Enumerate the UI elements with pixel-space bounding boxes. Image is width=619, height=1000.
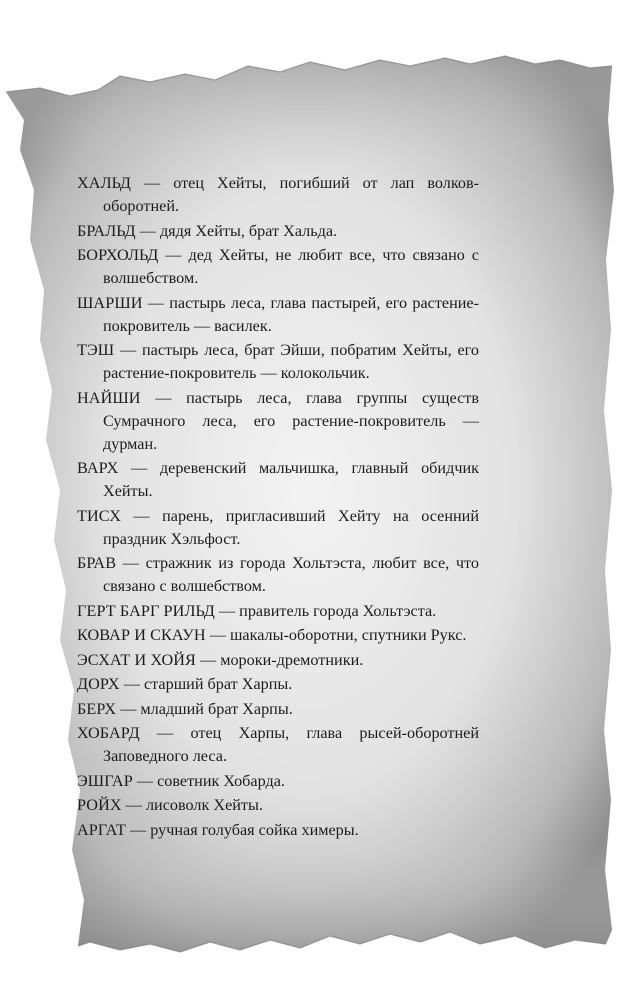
character-description: — младший брат Харпы. xyxy=(116,699,293,718)
character-entry-varh xyxy=(77,457,479,503)
character-description: — шакалы-оборотни, спутники Рукс. xyxy=(205,626,467,644)
character-entry-royh xyxy=(77,794,479,817)
character-description: — дед Хейты, не любит все, что связано с волшебством. xyxy=(103,246,479,287)
character-description: — стражник из города Хольтэста, любит все, что связано с волшебством. xyxy=(103,554,479,595)
character-entry-berh xyxy=(77,698,479,721)
character-entry-sharshi xyxy=(77,292,479,338)
character-description: — пастырь леса, глава пастырей, его растение-покровитель — василек. xyxy=(103,293,479,335)
character-name: БОРХОЛЬД xyxy=(77,246,159,264)
character-entry-kovar-skaun xyxy=(77,624,479,647)
character-name: ЭСХАТ И ХОЙЯ xyxy=(77,650,196,669)
character-name: БРАВ xyxy=(77,554,117,572)
character-name: АРГАТ xyxy=(77,820,126,839)
character-description: — лисоволк Хейты. xyxy=(121,796,263,814)
character-entry-tish xyxy=(77,505,479,551)
character-description: — отец Хейты, погибший от лап волков-оборотней. xyxy=(103,174,479,215)
character-name: ХАЛЬД xyxy=(77,174,132,192)
character-entry-nayshi xyxy=(77,387,479,456)
character-entry-tesh xyxy=(77,339,479,385)
character-description: — дядя Хейты, брат Хальда. xyxy=(135,221,338,240)
character-entry-hald xyxy=(77,172,479,218)
character-entry-brald xyxy=(77,220,479,243)
character-entry-eshgar xyxy=(77,770,479,793)
character-description: — мороки-дремотники. xyxy=(195,650,364,669)
character-entry-argat xyxy=(77,819,479,842)
character-name: ВАРХ xyxy=(77,459,119,477)
character-name: НАЙШИ xyxy=(77,388,141,407)
character-entry-gert-barg-rild xyxy=(77,600,479,623)
character-description: — деревенский мальчишка, главный обидчик Хейты. xyxy=(103,459,479,500)
character-name: ЭШГАР xyxy=(77,771,133,790)
character-name: ТЭШ xyxy=(77,341,115,359)
character-name: КОВАР И СКАУН xyxy=(77,626,206,644)
character-name: ТИСХ xyxy=(77,506,122,525)
character-entry-brav xyxy=(77,552,479,598)
character-description: — пастырь леса, брат Эйши, побратим Хейты, его растение-покровитель — колокольчик. xyxy=(103,341,479,382)
character-name: ШАРШИ xyxy=(77,293,143,312)
character-description: — парень, пригласивший Хейту на осенний праздник Хэльфост. xyxy=(103,506,479,548)
character-description: — правитель города Хольтэста. xyxy=(214,601,437,620)
character-entry-eshat-hoya xyxy=(77,649,479,672)
character-entry-borhold xyxy=(77,244,479,290)
character-entry-dorh xyxy=(77,673,479,696)
character-name: БРАЛЬД xyxy=(77,221,136,240)
character-name: ХОБАРД xyxy=(77,724,140,742)
character-description: — советник Хобарда. xyxy=(132,771,285,790)
character-name: РОЙХ xyxy=(77,796,122,814)
character-name: БЕРХ xyxy=(77,699,117,718)
character-description: — отец Харпы, глава рысей-оборотней Заповедного леса. xyxy=(103,724,479,765)
character-name: ГЕРТ БАРГ РИЛЬД xyxy=(77,601,215,620)
character-description: — пастырь леса, глава группы существ Сумрачного леса, его растение-покровитель — дурман. xyxy=(103,388,479,453)
character-description: — ручная голубая сойка химеры. xyxy=(125,820,359,839)
character-list xyxy=(77,172,479,843)
character-description: — старший брат Харпы. xyxy=(119,675,293,693)
character-name: ДОРХ xyxy=(77,675,120,693)
character-entry-hobard xyxy=(77,722,479,768)
